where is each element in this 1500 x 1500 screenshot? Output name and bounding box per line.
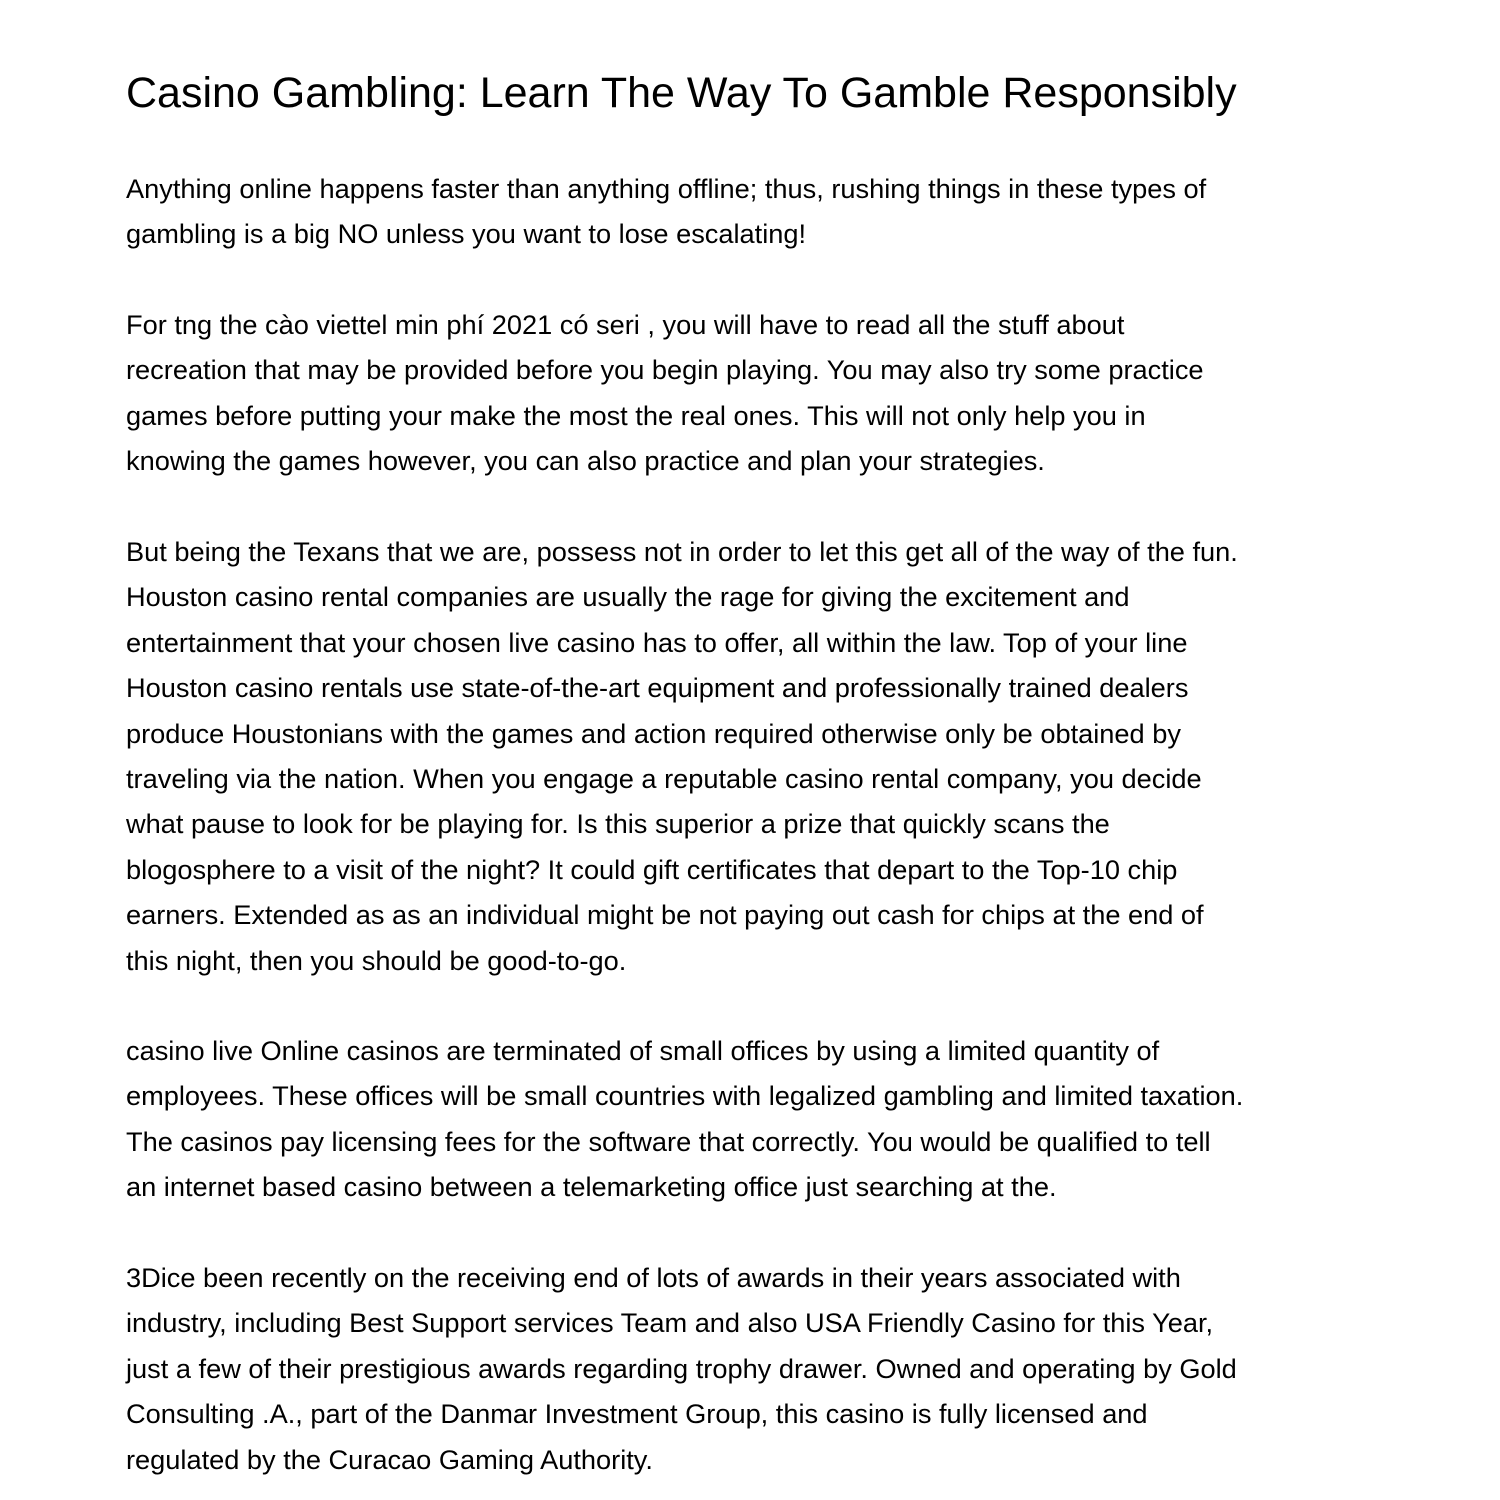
paragraph-5: [126, 1255, 1237, 1482]
paragraph-line: Houston casino rentals use state-of-the-art equipment and professionally trained dealers: [126, 672, 1189, 704]
paragraph-line: Houston casino rental companies are usually the rage for giving the excitement and: [126, 581, 1130, 613]
paragraph-line: industry, including Best Support services Team and also USA Friendly Casino for this Year,: [126, 1307, 1214, 1339]
document-page: [126, 66, 1386, 1475]
paragraph-line: just a few of their prestigious awards regarding trophy drawer. Owned and operating by Gold: [126, 1352, 1237, 1384]
paragraph-line: produce Houstonians with the games and action required otherwise only be obtained by: [126, 717, 1181, 749]
paragraph-line: Anything online happens faster than anything offline; thus, rushing things in these types of: [126, 173, 1207, 204]
paragraph-1: [126, 166, 1206, 257]
paragraph-line: earners. Extended as as an individual might be not paying out cash for chips at the end of: [126, 899, 1204, 931]
paragraph-line: blogosphere to a visit of the night? It could gift certificates that depart to the Top-10 chip: [126, 853, 1178, 885]
paragraph-line: traveling via the nation. When you engage a reputable casino rental company, you decide: [126, 763, 1202, 795]
paragraph-line: recreation that may be provided before you begin playing. You may also try some practice: [126, 354, 1204, 386]
paragraph-line: The casinos pay licensing fees for the software that correctly. You would be qualified to tell: [126, 1125, 1211, 1157]
paragraph-line: entertainment that your chosen live casino has to offer, all within the law. Top of your line: [126, 626, 1188, 658]
paragraph-line: games before putting your make the most the real ones. This will not only help you in: [126, 399, 1146, 431]
page-title: Casino Gambling: Learn The Way To Gamble Responsibly: [126, 69, 1237, 117]
paragraph-line: Consulting .A., part of the Danmar Investment Group, this casino is fully licensed and: [126, 1398, 1148, 1430]
paragraph-3: [126, 529, 1238, 983]
paragraph-line: gambling is a big NO unless you want to lose escalating!: [126, 218, 807, 250]
paragraph-line: knowing the games however, you can also practice and plan your strategies.: [126, 445, 1045, 477]
paragraph-line: employees. These offices will be small countries with legalized gambling and limited taxation.: [126, 1080, 1244, 1112]
paragraph-line: casino live Online casinos are terminated of small offices by using a limited quantity of: [126, 1035, 1160, 1066]
paragraph-line: an internet based casino between a telemarketing office just searching at the.: [126, 1171, 1057, 1203]
paragraph-2: [126, 302, 1204, 484]
paragraph-line: this night, then you should be good-to-go.: [126, 944, 627, 976]
paragraph-4: [126, 1028, 1243, 1210]
paragraph-line: regulated by the Curacao Gaming Authority.: [126, 1443, 653, 1475]
paragraph-line: But being the Texans that we are, possess not in order to let this get all of the way of the fun.: [126, 536, 1238, 567]
paragraph-line: what pause to look for be playing for. Is this superior a prize that quickly scans the: [126, 808, 1110, 840]
paragraph-line: For tng the cào viettel min phí 2021 có seri , you will have to read all the stuff about: [126, 309, 1125, 340]
paragraph-line: 3Dice been recently on the receiving end of lots of awards in their years associated with: [126, 1262, 1181, 1293]
